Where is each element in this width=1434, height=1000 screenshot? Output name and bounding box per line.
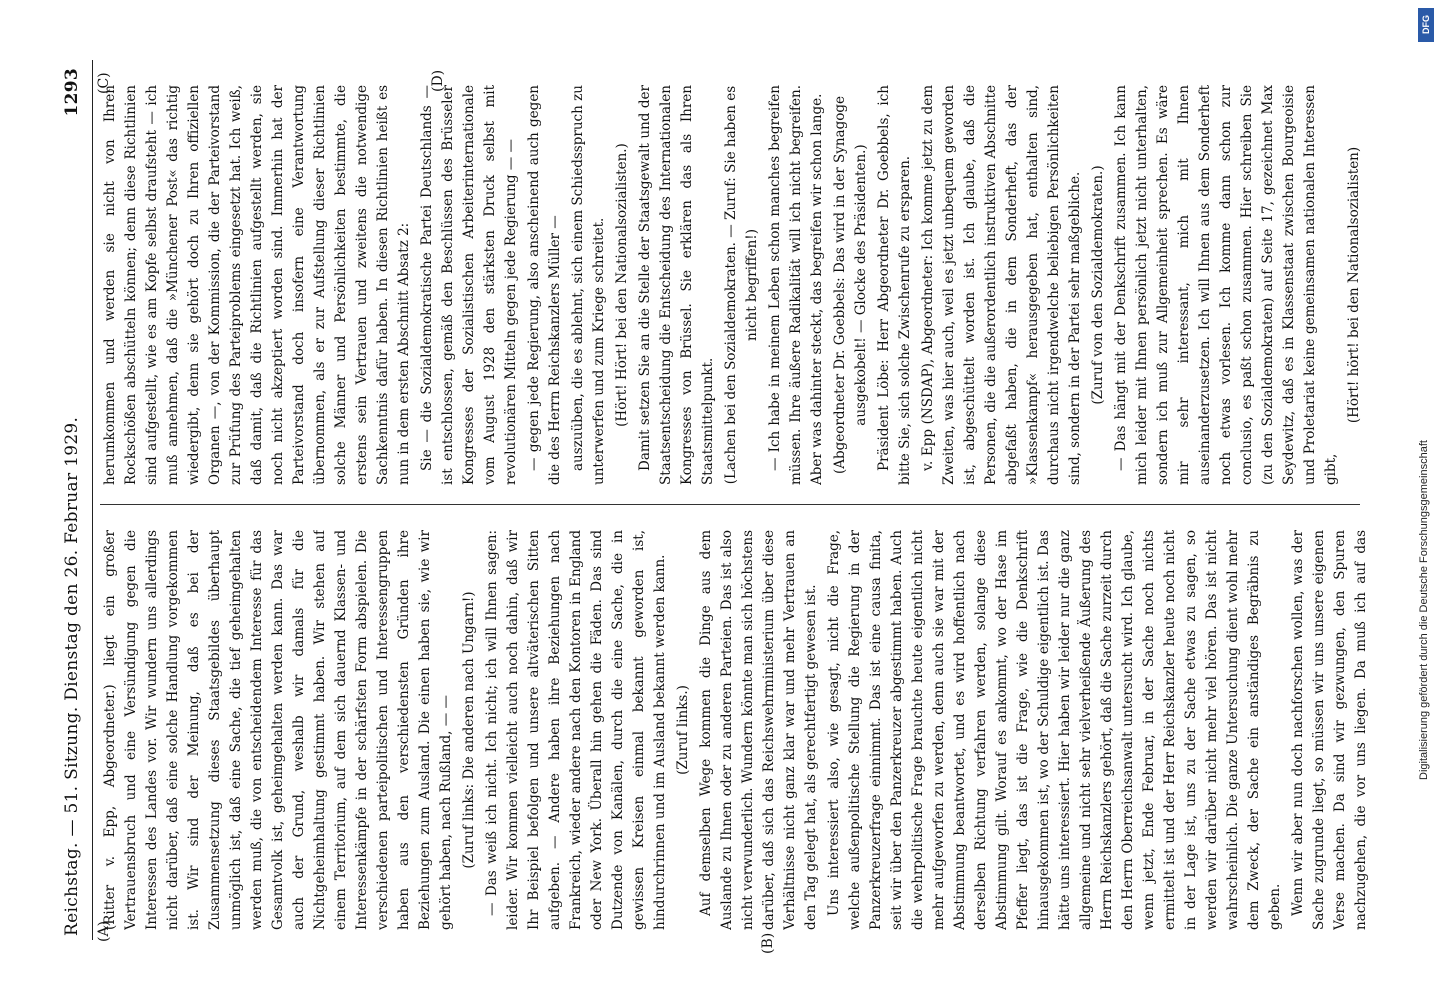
quote-paragraph: Sie — die Sozialdemokratische Partei Deutschlands — ist entschlossen, gemäß den Beschlüssen des Brüsseler Kongresses der Sozialistischen Arbeiterinternationale vom August 1928 den stärksten Druck selbst mit revolutionären Mitteln gegen jede Regierung — — [419,85,519,485]
paragraph: — gegen jede Regierung, also anscheinend auch gegen die des Herrn Reichskanzlers Müller — [526,85,563,485]
running-head: Reichstag. — 51. Sitzung. Dienstag den 26. Februar 1929. [62,416,82,936]
margin-marker-c: (C) [96,72,112,94]
interjection: (Hört! Hört! bei den Nationalsozialisten.) [614,143,630,427]
margin-marker-b: (B) [760,932,776,954]
interjection: (Lachen bei den Sozialdemokraten. — Zuruf: Sie haben es nicht begriffen!) [723,85,760,485]
page-header [60,60,88,940]
digitization-note: Digitalisierung gefördert durch die Deutsche Forschungsgemeinschaft [1418,440,1430,780]
header-rule [92,60,93,940]
paragraph: — Das hängt mit der Denkschrift zusammen. Ich kann mich leider mit Ihnen persönlich jetzt nicht unterhalten, sondern ich muß zur Allgemeinheit sprechen. Es wäre mir sehr interessant, mich mit Ihnen auseinanderzusetzen. Ich will Ihnen aus dem Sonderheft noch etwas vorlesen. Ich komme dann schon zur conclusio, es paßt schon zusammen. Hier schreiben Sie (zu den Sozialdemokraten) auf Seite 17, gezeichnet Max Seydewitz, daß es in Klassenstaat zwischen Bourgeoisie und Proletariat keine gemeinsamen nationalen Interessen gibt, [1113,85,1339,485]
quote-paragraph: auszuüben, die es ablehnt, sich einem Schiedsspruch zu unterwerfen und zum Kriege schreitet. [570,85,607,485]
paragraph: herumkommen und werden sie nicht von Ihren Rockschößen abschütteln können; denn diese Richtlinien sind aufgestellt, wie es am Kopfe selbst draufsteht — ich muß annehmen, daß die »Münchener Post« das richtig wiedergibt, denn sie gehört doch zu Ihren offiziellen Organen —, von der Kommission, die der Parteivorstand zur Prüfung des Parteiproblems eingesetzt hat. Ich weiß, daß damit, daß die Richtlinien aufgestellt werden, sie noch nicht akzeptiert worden sind. Immerhin hat der Parteivorstand doch insofern eine Verantwortung übernommen, als er zur Aufstellung dieser Richtlinien solche Männer und Persönlichkeiten bestimmte, die erstens sein Vertrauen und zweitens die notwendige Sachkenntnis dafür haben. In diesen Richtlinien heißt es nun in dem ersten Abschnitt Absatz 2: [102,85,412,485]
interjection: (Zuruf von den Sozialdemokraten.) [1090,165,1106,405]
paragraph: — Das weiß ich nicht. Ich nicht; ich will Ihnen sagen: leider. Wir kommen vielleicht auch noch dahin, daß wir Ihr Beispiel befolgen und unsere altväterischen Sitten aufgeben. — Andere haben ihre Beziehungen nach Frankreich, wieder andere nach den Kontoren in England oder New York. Überall hin gehen die Fäden. Das sind Dutzende von Kanälen, durch die eine Sache, die in gewissen Kreisen einmal bekannt geworden ist, hindurchrinnen und im Ausland bekannt werden kann. [484,530,668,930]
document-page [60,60,1380,954]
interjection: (Hört! hört! bei den Nationalsozialisten) [1346,146,1362,424]
margin-marker-d: (D) [430,69,446,92]
interjection: (Zuruf links.) [675,685,691,775]
dfg-logo: DFG [1418,8,1434,42]
column-divider [100,504,1360,505]
interjection: (Abgeordneter Dr. Goebbels: Das wird in der Synagoge ausgekobelt! — Glocke des Präsidenten.) [832,95,869,475]
paragraph: Wenn wir aber nun doch nachforschen wollen, was der Sache zugrunde liegt, so müssen wir uns unsere eigenen Verse machen. Da sind wir gezwungen, den Spuren nachzugehen, die vor uns liegen. Da muß ich auf das [1290,530,1369,930]
margin-marker-a: (A) [96,920,112,942]
speaker-paragraph: v. Epp (NSDAP), Abgeordneter: Ich komme jetzt zu dem Zweiten, was hier auch, weil es jetzt unbequem geworden ist, abgeschüttelt worden ist. Ich glaube, daß die Personen, die die außerordentlich instruktiven Abschnitte abgefaßt haben, die in dem Sonderheft, das der »Klassenkampf« herausgegeben hat, enthalten sind, durchaus nicht irgendwelche beliebigen Persönlichkeiten sind, sondern in der Partei sehr maßgebliche. [920,85,1083,485]
right-column [100,85,1370,485]
left-column [100,530,1370,930]
paragraph: (Ritter v. Epp, Abgeordneter.) liegt ein großer Vertrauensbruch und eine Versündigung gegen die Interessen des Landes vor. Wir wundern uns allerdings nicht darüber, daß eine solche Handlung vorgekommen ist. Wir sind der Meinung, daß es bei der Zusammensetzung dieses Staatsgebildes überhaupt unmöglich ist, daß eine Sache, die tief geheimgehalten werden muß, die von entscheidendem Interesse für das Gesamtvolk ist, geheimgehalten werden kann. Das war auch der Grund, weshalb wir damals für die Nichtgeheimhaltung gestimmt haben. Wir stehen auf einem Territorium, auf dem sich dauernd Klassen- und Interessenkämpfe in der schärfsten Form abspielen. Die verschiedenen parteipolitischen und Interessengruppen haben aus den verschiedensten Gründen ihre Beziehungen zum Ausland. Die einen haben sie, wie wir gehört haben, nach Rußland, — — [102,530,454,930]
paragraph: Auf demselben Wege kommen die Dinge aus dem Auslande zu Ihnen oder zu anderen Parteien. Das ist also nicht verwunderlich. Wundern könnte man sich höchstens darüber, daß sich das Reichswehrministerium über diese Verhältnisse nicht ganz klar war und mehr Vertrauen an den Tag gelegt hat, als gerechtfertigt gewesen ist. [698,530,819,930]
paragraph: Uns interessiert also, wie gesagt, nicht die Frage, welche außenpolitische Stellung die Regierung in der Panzerkreuzerfrage einnimmt. Das ist eine causa finita, seit wir über den Panzerkreuzer abgestimmt haben. Auch die wehrpolitische Frage brauchte heute eigentlich nicht mehr aufgeworfen zu werden, denn auch sie war mit der Abstimmung beantwortet, und es wird hoffentlich nach derselben Richtung verfahren werden, solange diese Abstimmung gilt. Worauf es ankommt, wo der Hase im Pfeffer liegt, das ist die Frage, wie die Denkschrift hinausgekommen ist, wo der Schuldige eigentlich ist. Das hätte uns interessiert. Hier haben wir leider nur die ganz allgemeine und nicht sehr vielverheißende Äußerung des Herrn Reichskanzlers gehört, daß die Sache zurzeit durch den Herrn Oberreichsanwalt untersucht wird. Ich glaube, wenn jetzt, Ende Februar, in der Sache noch nichts ermittelt ist und der Herr Reichskanzler heute noch nicht in der Lage ist, uns zu der Sache etwas zu sagen, so werden wir darüber nicht mehr viel hören. Das ist nicht wahrscheinlich. Die ganze Untersuchung dient wohl mehr dem Zweck, der Sache ein anständiges Begräbnis zu geben. [826,530,1283,930]
speaker-paragraph: Präsident Löbe: Herr Abgeordneter Dr. Goebbels, ich bitte Sie, sich solche Zwischenrufe zu ersparen. [876,85,913,485]
page-number: 1293 [62,68,82,117]
paragraph: Damit setzen Sie an die Stelle der Staatsgewalt und der Staatsentscheidung die Entscheidung des Internationalen Kongresses von Brüssel. Sie erklären das als Ihren Staatsmittelpunkt. [637,85,716,485]
interjection: (Zuruf links: Die anderen nach Ungarn!) [461,591,477,869]
paragraph: — Ich habe in meinem Leben schon manches begreifen müssen. Ihre äußere Radikalität will ich nicht begreifen. Aber was dahinter steckt, das begreifen wir schon lange. [767,85,825,485]
